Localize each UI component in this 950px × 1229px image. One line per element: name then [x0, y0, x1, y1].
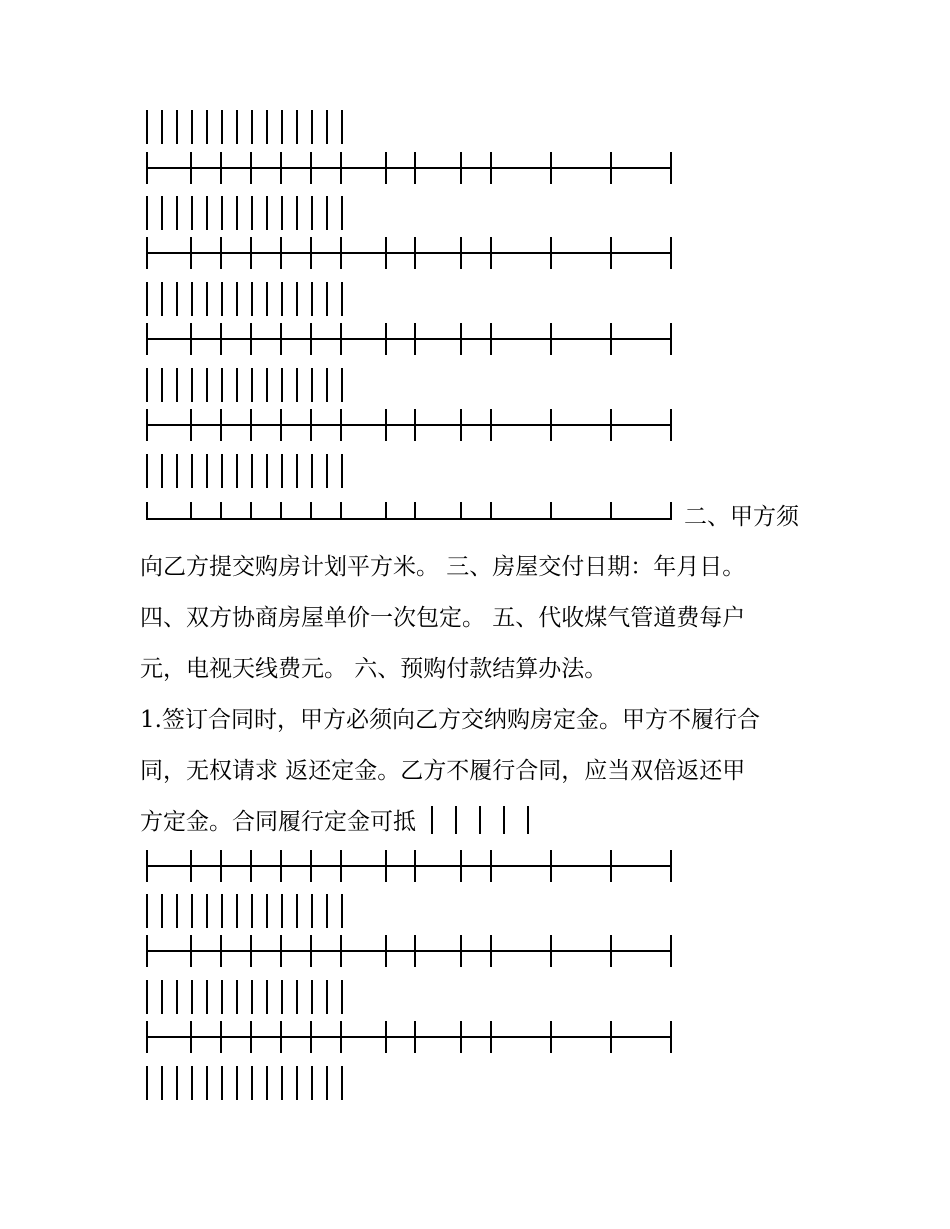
table-cell-bar: [161, 368, 163, 402]
table-rule-tick: [385, 935, 387, 967]
table-cell-bar: [191, 110, 193, 144]
table-rule-tick: [460, 1021, 462, 1053]
table-rule-tick: [340, 409, 342, 441]
table-cell-bar: [161, 980, 163, 1014]
table-rule-tick: [310, 409, 312, 441]
table-cell-bar: [326, 1066, 328, 1100]
table-rule-tick: [250, 237, 252, 269]
paragraph-line: 元，电视天线费元。 六、预购付款结算办法。: [140, 656, 608, 682]
table-rule-tick: [310, 1021, 312, 1053]
table-cell-bar: [221, 980, 223, 1014]
table-cell-bar: [296, 196, 298, 230]
table-rule-tick: [610, 850, 612, 882]
table-cell-bar: [341, 1066, 343, 1100]
table-rule-tick: [220, 1021, 222, 1053]
table-rule-tick: [146, 237, 148, 269]
table-cell-bar: [281, 110, 283, 144]
table-cell-bar: [146, 894, 148, 928]
table-cell-bar: [281, 894, 283, 928]
table-rule-tick: [146, 323, 148, 355]
table-cell-bar: [176, 368, 178, 402]
table-cell-bar: [296, 980, 298, 1014]
table-cell-bar: [251, 110, 253, 144]
table-rule-tick: [280, 850, 282, 882]
table-rule-tick: [310, 502, 312, 520]
table-cell-bar: [221, 110, 223, 144]
table-cell-bar: [266, 454, 268, 488]
table-rule-tick: [190, 323, 192, 355]
table-cell-bar: [161, 282, 163, 316]
table-rule-tick: [490, 152, 492, 184]
table-rule-tick: [490, 1021, 492, 1053]
table-cell-bar: [161, 1066, 163, 1100]
table-cell-bar: [206, 282, 208, 316]
table-rule-tick: [460, 237, 462, 269]
table-rule-line: [146, 1036, 672, 1038]
table-cell-bar: [311, 110, 313, 144]
table-cell-bar: [221, 1066, 223, 1100]
table-cell-bar: [221, 368, 223, 402]
table-rule-tick: [146, 502, 148, 520]
table-rule-tick: [460, 850, 462, 882]
table-cell-bar: [191, 196, 193, 230]
table-rule: [146, 237, 672, 269]
table-cell-bar: [296, 282, 298, 316]
table-cell-bar: [176, 454, 178, 488]
table-cell-bar: [281, 368, 283, 402]
table-rule-tick: [385, 237, 387, 269]
table-cell-bar: [221, 196, 223, 230]
table-rule-tick: [550, 237, 552, 269]
table-cell-bar: [161, 894, 163, 928]
table-rule-tick: [190, 1021, 192, 1053]
table-cell-bar: [266, 980, 268, 1014]
table-row-bars: [146, 454, 346, 488]
table-rule-tick: [146, 409, 148, 441]
table-rule-tick: [340, 935, 342, 967]
table-rule-line: [146, 950, 672, 952]
table-cell-bar: [341, 894, 343, 928]
table-rule-tick: [385, 850, 387, 882]
table-cell-bar: [191, 368, 193, 402]
table-rule-tick: [310, 935, 312, 967]
table-rule-tick: [550, 323, 552, 355]
table-rule-tick: [610, 935, 612, 967]
table-rule-tick: [490, 409, 492, 441]
table-cell-bar: [341, 196, 343, 230]
table-cell-bar: [236, 368, 238, 402]
table-rule-tick: [250, 502, 252, 520]
table-rule-tick: [610, 409, 612, 441]
table-rule-tick: [670, 850, 672, 882]
table-cell-bar: [206, 980, 208, 1014]
table-rule-tick: [340, 502, 342, 520]
paragraph-line: 向乙方提交购房计划平方米。 三、房屋交付日期：年月日。: [140, 554, 746, 580]
table-rule-tick: [310, 323, 312, 355]
table-rule-tick: [220, 850, 222, 882]
table-row-bars: [146, 196, 346, 230]
table-cell-bar: [251, 454, 253, 488]
table-rule-tick: [385, 1021, 387, 1053]
table-rule-tick: [220, 502, 222, 520]
table-rule-tick: [280, 935, 282, 967]
table-cell-bar: [311, 368, 313, 402]
table-cell-bar: [146, 368, 148, 402]
table-cell-bar: [341, 368, 343, 402]
table-rule-tick: [250, 152, 252, 184]
table-cell-bar: [191, 1066, 193, 1100]
table-cell-bar: [236, 282, 238, 316]
table-rule-tick: [610, 237, 612, 269]
table-rule-tick: [414, 323, 416, 355]
table-cell-bar: [191, 454, 193, 488]
table-cell-bar: [281, 454, 283, 488]
table-rule-tick: [460, 502, 462, 520]
table-cell-bar: [221, 454, 223, 488]
table-cell-bar: [236, 1066, 238, 1100]
table-rule-tick: [414, 237, 416, 269]
table-cell-bar: [146, 454, 148, 488]
table-cell-bar: [281, 1066, 283, 1100]
table-cell-bar: [311, 1066, 313, 1100]
table-cell-bar: [176, 110, 178, 144]
table-cell-bar: [236, 110, 238, 144]
table-rule-tick: [490, 850, 492, 882]
table-cell-bar: [311, 196, 313, 230]
table-cell-bar: [281, 196, 283, 230]
table-cell-bar: [206, 196, 208, 230]
table-cell-bar: [251, 282, 253, 316]
table-cell-bar: [341, 454, 343, 488]
table-cell-bar: [296, 1066, 298, 1100]
table-cell-bar: [161, 196, 163, 230]
paragraph-line: 四、双方协商房屋单价一次包定。 五、代收煤气管道费每户: [140, 605, 746, 631]
table-cell-bar: [296, 110, 298, 144]
table-rule-tick: [280, 502, 282, 520]
table-rule-tick: [414, 502, 416, 520]
table-rule: [146, 152, 672, 184]
table-cell-bar: [341, 282, 343, 316]
table-cell-bar: [206, 110, 208, 144]
table-rule-tick: [310, 237, 312, 269]
table-rule-tick: [280, 1021, 282, 1053]
table-rule-tick: [460, 323, 462, 355]
table-rule-tick: [146, 152, 148, 184]
table-cell-bar: [251, 894, 253, 928]
table-cell-bar: [326, 454, 328, 488]
table-rule-tick: [490, 502, 492, 520]
table-rule-tick: [220, 409, 222, 441]
table-row-bars: [146, 368, 346, 402]
table-rule-tick: [146, 935, 148, 967]
table-rule-tick: [340, 850, 342, 882]
table-rule-tick: [460, 409, 462, 441]
table-rule-tick: [550, 935, 552, 967]
table-rule-tick: [414, 1021, 416, 1053]
table-rule-tick: [490, 323, 492, 355]
table-rule: [146, 323, 672, 355]
table-cell-bar: [311, 980, 313, 1014]
table-cell-bar: [176, 282, 178, 316]
table-rule-tick: [414, 935, 416, 967]
table-rule-line: [146, 865, 672, 867]
table-rule-tick: [670, 409, 672, 441]
table-rule-tick: [280, 409, 282, 441]
table-rule-tick: [670, 935, 672, 967]
table-rule-tick: [220, 935, 222, 967]
table-rule-tick: [310, 152, 312, 184]
table-rule-tick: [190, 152, 192, 184]
table-rule-tick: [670, 152, 672, 184]
table-rule-tick: [146, 1021, 148, 1053]
table-rule-tick: [190, 850, 192, 882]
table-cell-bar: [281, 980, 283, 1014]
table-rule: [146, 935, 672, 967]
table-cell-bar: [281, 282, 283, 316]
table-row-bars: [146, 980, 346, 1014]
table-rule-tick: [190, 237, 192, 269]
table-cell-bar: [146, 282, 148, 316]
table-row-bars: [146, 110, 346, 144]
table-rule-tick: [190, 409, 192, 441]
table-rule-tick: [146, 850, 148, 882]
paragraph-line: 同，无权请求 返还定金。乙方不履行合同，应当双倍返还甲: [140, 758, 746, 784]
table-cell-bar: [341, 110, 343, 144]
section-heading-tail: 二、甲方须: [684, 504, 799, 530]
table-rule-tick: [280, 152, 282, 184]
table-rule-tick: [490, 237, 492, 269]
table-rule-line: [146, 424, 672, 426]
table-rule-line: [146, 167, 672, 169]
table-rule-tick: [340, 323, 342, 355]
table-rule-tick: [220, 237, 222, 269]
table-cell-bar: [176, 980, 178, 1014]
table-cell-bar: [266, 894, 268, 928]
paragraph-line: 1.签订合同时，甲方必须向乙方交纳购房定金。甲方不履行合: [140, 707, 760, 733]
table-cell-bar: [221, 894, 223, 928]
table-cell-bar: [251, 368, 253, 402]
table-rule-tick: [280, 237, 282, 269]
table-cell-bar: [191, 282, 193, 316]
table-row-bars: [146, 1066, 346, 1100]
table-rule-tick: [414, 409, 416, 441]
table-rule-tick: [220, 152, 222, 184]
table-rule-tick: [610, 152, 612, 184]
table-cell-bar: [146, 110, 148, 144]
table-cell-bar: [326, 368, 328, 402]
table-row-bars: [146, 282, 346, 316]
table-rule-line: [146, 338, 672, 340]
table-rule-tick: [190, 502, 192, 520]
table-rule-tick: [550, 502, 552, 520]
table-cell-bar: [221, 282, 223, 316]
table-rule-tick: [190, 935, 192, 967]
table-rule-tick: [385, 409, 387, 441]
table-rule-tick: [340, 152, 342, 184]
table-cell-bar: [236, 980, 238, 1014]
table-rule-tick: [250, 409, 252, 441]
table-cell-bar: [296, 894, 298, 928]
table-cell-bar: [206, 368, 208, 402]
table-cell-bar: [296, 454, 298, 488]
table-cell-bar: [236, 894, 238, 928]
table-cell-bar: [326, 980, 328, 1014]
table-rule-tick: [670, 502, 672, 520]
table-cell-bar: [146, 196, 148, 230]
table-cell-bar: [206, 454, 208, 488]
table-cell-bar: [191, 894, 193, 928]
table-rule-tick: [385, 152, 387, 184]
table-rule-tick: [550, 409, 552, 441]
table-cell-bar: [266, 1066, 268, 1100]
paragraph-text: 方定金。合同履行定金可抵: [140, 809, 416, 835]
table-rule-tick: [610, 323, 612, 355]
table-rule-tick: [250, 850, 252, 882]
table-rule-tick: [610, 502, 612, 520]
table-rule: [146, 1021, 672, 1053]
table-cell-bar: [206, 894, 208, 928]
table-rule-tick: [414, 850, 416, 882]
table-cell-bar: [176, 894, 178, 928]
table-cell-bar: [191, 980, 193, 1014]
table-cell-bar: [326, 196, 328, 230]
table-rule-tick: [670, 323, 672, 355]
table-rule-tick: [460, 152, 462, 184]
table-cell-bar: [236, 196, 238, 230]
table-row-bars: [146, 894, 346, 928]
table-cell-bar: [251, 196, 253, 230]
table-rule-tick: [250, 935, 252, 967]
table-rule-tick: [460, 935, 462, 967]
table-rule-tick: [414, 152, 416, 184]
table-cell-bar: [326, 894, 328, 928]
table-rule-tick: [550, 1021, 552, 1053]
table-rule: [146, 409, 672, 441]
table-rule: [146, 850, 672, 882]
table-cell-bar: [176, 1066, 178, 1100]
table-cell-bar: [341, 980, 343, 1014]
table-rule-tick: [670, 1021, 672, 1053]
table-rule-tick: [385, 323, 387, 355]
table-rule-line: [146, 252, 672, 254]
table-cell-bar: [326, 282, 328, 316]
table-rule-tick: [250, 1021, 252, 1053]
table-cell-bar: [161, 454, 163, 488]
paragraph-line-last: [140, 797, 820, 848]
table-cell-bar: [296, 368, 298, 402]
table-cell-bar: [311, 454, 313, 488]
table-cell-bar: [266, 196, 268, 230]
table-rule-tick: [340, 237, 342, 269]
table-cell-bar: [311, 282, 313, 316]
table-cell-bar: [206, 1066, 208, 1100]
table-cell-bar: [311, 894, 313, 928]
inline-table-bars: [423, 806, 533, 834]
table-cell-bar: [146, 1066, 148, 1100]
table-rule-tick: [280, 323, 282, 355]
table-cell-bar: [326, 110, 328, 144]
table-cell-bar: [266, 368, 268, 402]
table-rule-tick: [610, 1021, 612, 1053]
table-bottom-rule: [146, 502, 672, 534]
table-cell-bar: [266, 110, 268, 144]
table-rule-tick: [385, 502, 387, 520]
table-rule-tick: [220, 323, 222, 355]
table-rule-tick: [250, 323, 252, 355]
table-cell-bar: [161, 110, 163, 144]
table-cell-bar: [251, 1066, 253, 1100]
table-cell-bar: [236, 454, 238, 488]
table-rule-tick: [550, 152, 552, 184]
table-rule-tick: [490, 935, 492, 967]
table-cell-bar: [146, 980, 148, 1014]
table-rule-tick: [550, 850, 552, 882]
table-cell-bar: [176, 196, 178, 230]
table-rule-tick: [670, 237, 672, 269]
table-rule-tick: [310, 850, 312, 882]
table-cell-bar: [266, 282, 268, 316]
table-rule-line: [146, 518, 672, 520]
table-cell-bar: [251, 980, 253, 1014]
table-rule-tick: [340, 1021, 342, 1053]
